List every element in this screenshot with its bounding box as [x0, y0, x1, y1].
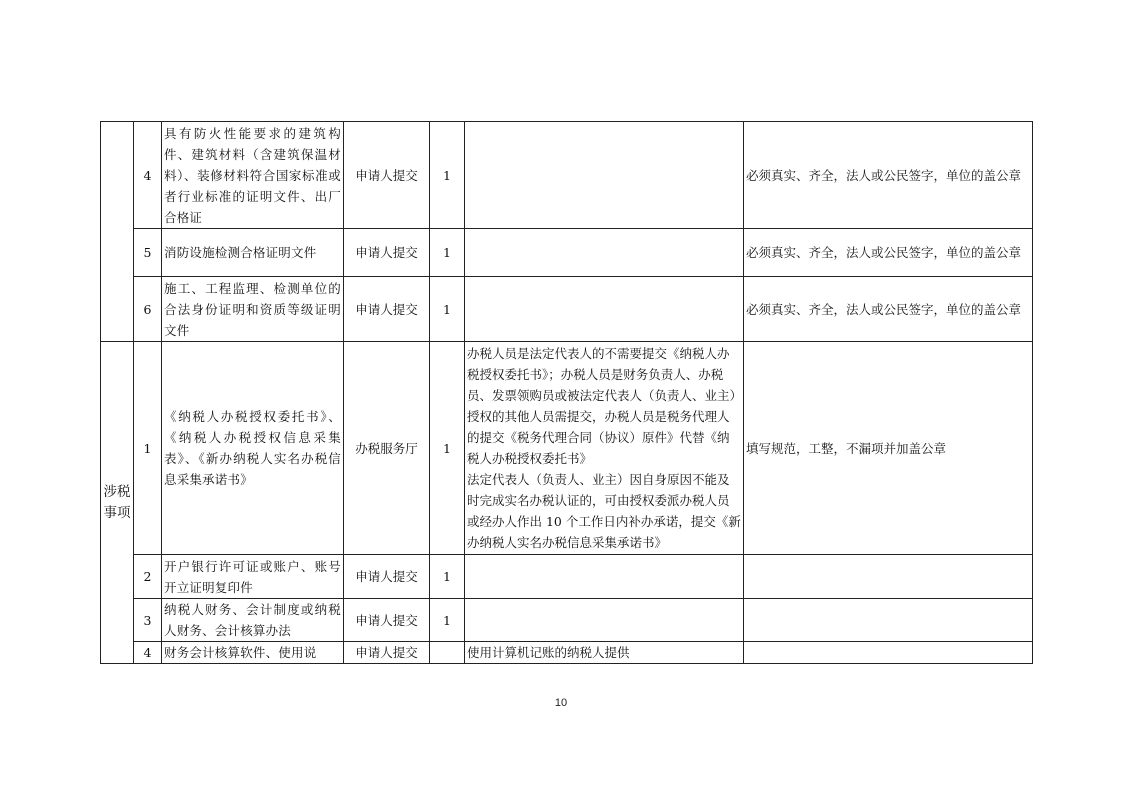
standard: [744, 555, 1033, 599]
source: 申请人提交: [344, 555, 430, 599]
source: 办税服务厅: [344, 342, 430, 555]
requirement-para-1: 办税人员是法定代表人的不需要提交《纳税人办税授权委托书》；办税人员是财务负责人、办税员、发票领购员或被法定代表人（负责人、业主）授权的其他人员需提交，办税人员是税务代理人的提交《税务代理合同（协议）原件》代替《纳税人办税授权委托书》: [467, 346, 736, 466]
requirements-table: [100, 121, 1033, 664]
item-number: 1: [134, 342, 162, 555]
item-number: 4: [134, 642, 162, 664]
copies: 1: [430, 122, 465, 229]
material-name: 施工、工程监理、检测单位的合法身份证明和资质等级证明文件: [162, 277, 344, 342]
requirement: [465, 599, 744, 642]
material-name: 具有防火性能要求的建筑构件、建筑材料（含建筑保温材料）、装修材料符合国家标准或者行业标准的证明文件、出厂合格证: [162, 122, 344, 229]
copies: 1: [430, 555, 465, 599]
copies: 1: [430, 229, 465, 277]
source: 申请人提交: [344, 277, 430, 342]
material-name: 纳税人财务、会计制度或纳税人财务、会计核算办法: [162, 599, 344, 642]
standard: 必须真实、齐全，法人或公民签字，单位的盖公章: [744, 229, 1033, 277]
table-row: [101, 229, 1033, 277]
item-number: 3: [134, 599, 162, 642]
standard: [744, 642, 1033, 664]
table-row: [101, 277, 1033, 342]
table-row: [101, 122, 1033, 229]
standard: 必须真实、齐全，法人或公民签字，单位的盖公章: [744, 277, 1033, 342]
copies: 1: [430, 277, 465, 342]
material-name: 开户银行许可证或账户、账号开立证明复印件: [162, 555, 344, 599]
source: 申请人提交: [344, 642, 430, 664]
item-number: 5: [134, 229, 162, 277]
standard: [744, 599, 1033, 642]
source: 申请人提交: [344, 229, 430, 277]
page-number: 10: [554, 697, 568, 709]
copies: 1: [430, 342, 465, 555]
category-cell: [101, 122, 134, 342]
category-tax: 涉税事项: [101, 342, 134, 664]
material-name: 《纳税人办税授权委托书》、《纳税人办税授权信息采集表》、《新办纳税人实名办税信息采集承诺书》: [162, 342, 344, 555]
requirement: [465, 229, 744, 277]
standard: 必须真实、齐全，法人或公民签字，单位的盖公章: [744, 122, 1033, 229]
table-row: [101, 342, 1033, 555]
requirement: [465, 555, 744, 599]
item-number: 2: [134, 555, 162, 599]
table-row: [101, 555, 1033, 599]
table-row: [101, 599, 1033, 642]
requirement-para-2: 法定代表人（负责人、业主）因自身原因不能及时完成实名办税认证的，可由授权委派办税人员或经办人作出 10 个工作日内补办承诺，提交《新办纳税人实名办税信息采集承诺书》: [467, 472, 741, 550]
source: 申请人提交: [344, 122, 430, 229]
copies: 1: [430, 599, 465, 642]
material-name: 财务会计核算软件、使用说: [162, 642, 344, 664]
standard: 填写规范，工整，不漏项并加盖公章: [744, 342, 1033, 555]
requirement: 使用计算机记账的纳税人提供: [465, 642, 744, 664]
item-number: 6: [134, 277, 162, 342]
requirement: [465, 277, 744, 342]
table-row: [101, 642, 1033, 664]
item-number: 4: [134, 122, 162, 229]
source: 申请人提交: [344, 599, 430, 642]
material-name: 消防设施检测合格证明文件: [162, 229, 344, 277]
requirement: [465, 122, 744, 229]
requirement: [465, 342, 744, 555]
copies: [430, 642, 465, 664]
